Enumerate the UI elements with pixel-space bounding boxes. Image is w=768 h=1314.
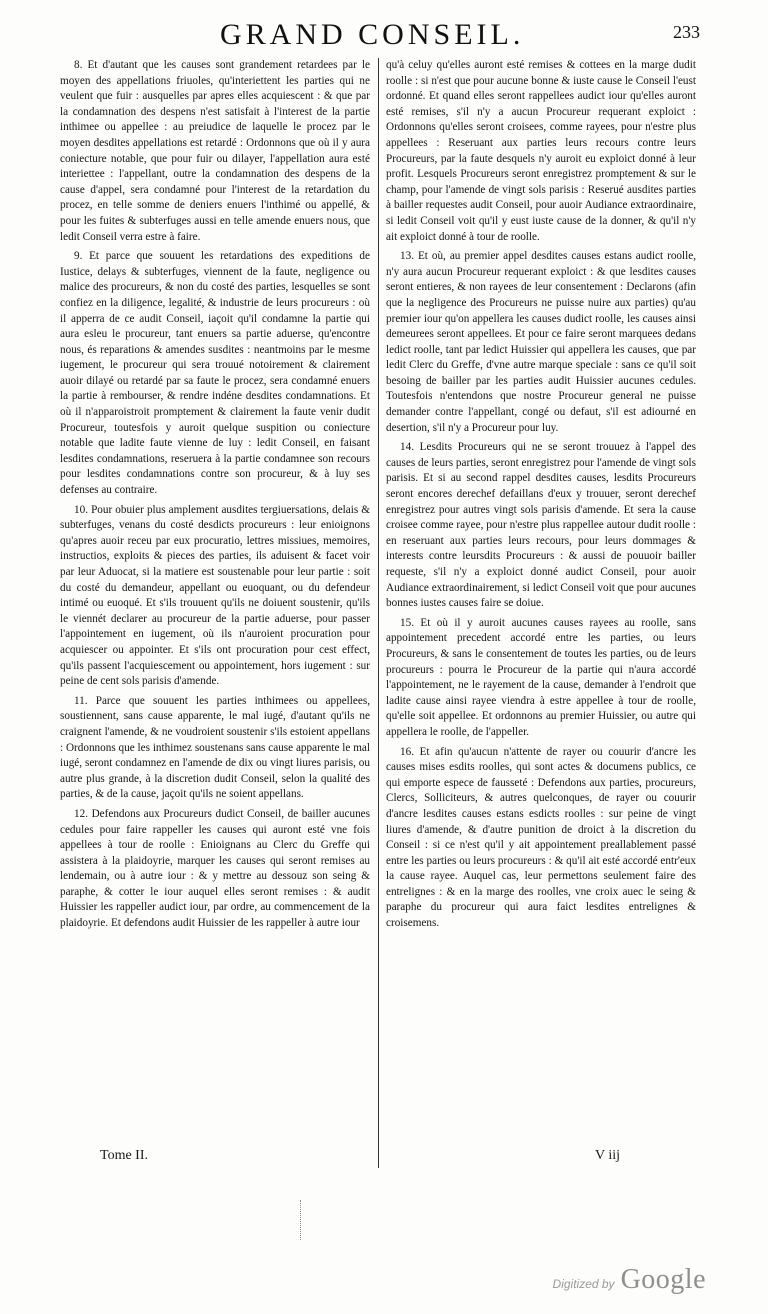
article-8: 8. Et d'autant que les causes sont grandement retardees par le moyen des appellations friuoles, qu'interiettent les parties qui ne veulent que fuir : ausquelles par apres elles acquiescent : & que par la condamnation des despens n'est satisfait à l'interest de la partie inthimee ou appellee : au preiudice de laquelle le procez par le moyen desdites appellations est retardé : Ordonnons que où il y aura coniecture notable, que pour fuir ou dilayer, l'appellation aura esté interiettee : l'appellant, outre la condamnation des despens de la cause d'appel, sera condamné pour l'interest de la retardation du procez, en telle somme de deniers enuers l'inthimé ou appellé, & pour les fuites & subterfuges aussi en telle amende enuers nous, que ledit Conseil verra estre à faire.: [60, 59, 370, 243]
article-13: 13. Et où, au premier appel desdites causes estans audict roolle, n'y aura aucun Procureur requerant exploict : & que lesdites causes seront entieres, & non rayees de leur consentement : Declarons (afin que la negligence des Procureurs ne puisse nuire aux parties) qu'au premier iour qu'on appellera les causes dudict roolle, les causes ainsi demeurees seront appellees. Et pour ce faire seront marquees dedans ledict roolle, tant par ledict Huissier qui appellera les causes, que par ledit Clerc du Greffe, d'vne autre marque speciale : sans ce qu'il soit besoing de bailler par les parties audit Huissier aucunes cedules. Toutesfois n'entendons que nostre Procureur general ne puisse demander contre l'appellant, congé ou defaut, s'il est adiourné en desertion, s'il n'y a Procureur pour luy.: [386, 250, 696, 434]
volume-label: Tome II.: [100, 1148, 149, 1163]
google-logo: Google: [620, 1264, 706, 1295]
article-11: 11. Parce que souuent les parties inthimees ou appellees, soustiennent, sans cause apparente, le mal iugé, d'autant qu'ils ne craignent l'amende, & ne voudroient soustenir s'ils estoient appellans : Ordonnons que les inthimez soustenans sans cause apparente le mal iugé, seront condamnez en l'amende de dix ou vingt liures parisis, ou autre plus grande, à la discretion dudit Conseil, selon la qualité des parties, & de la cause, jaçoit qu'ils ne soient appellans.: [60, 694, 370, 801]
article-12-continued: qu'à celuy qu'elles auront esté remises & cottees en la marge dudit roolle : si n'est que pour aucune bonne & iuste cause le Conseil l'eust ordonné. Et quand elles seront rappellees audict iour qu'elles auront esté remises, s'il n'y a aucun Procureur requerant exploict : Ordonnons qu'elles seront croisees, comme rayees, pour n'estre plus appellees : Reseruant aux parties leurs recours contre leurs Procureurs, par la faute desquels n'y auroit eu exploict donné à leur profit. Lesquels Procureurs seront enregistrez promptement & sur le champ, pour l'amende de vingt sols parisis : Reserué ausdites parties à bailler requestes audit Conseil, pour auoir Audiance extraordinaire, si ledit Conseil voit qu'il y eust iuste cause de la donner, & qu'il n'y ait exploict donné à tour de roolle.: [386, 59, 696, 243]
article-15: 15. Et où il y auroit aucunes causes rayees au roolle, sans appointement precedent accordé entre les parties, ou leurs Procureurs, & sans le consentement de toutes les parties, ou de leurs procureurs : pourra le Procureur de la partie qui n'aura accordé l'appointement, ne le rayement de la cause, demander à l'endroit que ladite cause ainsi rayee viendra à estre appellee à tour de roolle, qu'elle soit appellee. Et ordonnons au premier Huissier, ou autre qui appellera le roolle, de l'appeller.: [386, 616, 696, 738]
page-number: 233: [673, 22, 700, 42]
paper-specks: [300, 1200, 303, 1240]
page-header: [60, 12, 700, 52]
watermark-prefix: Digitized by: [552, 1277, 615, 1291]
article-12: 12. Defendons aux Procureurs dudict Conseil, de bailler aucunes cedules pour faire rappeller les causes qui auront esté vne fois appellees à tour de roolle : Enioignans au Clerc du Greffe qui assistera à la plaidoyrie, marquer les causes qui seront remises au lendemain, ou à autre iour : & y mettre au dessouz son seing & paraphe, & cotter le iour auquel elles seront remises : & audit Huissier les rappeller audict iour, par ordre, au commencement de la plaidoyrie. Et defendons audit Huissier de les rappeller à autre iour: [60, 807, 370, 930]
column-divider: [378, 58, 379, 1168]
article-9: 9. Et parce que souuent les retardations des expeditions de Iustice, delays & subterfuges, viennent de la faute, negligence ou malice des procureurs, & non du costé des parties, lesquelles se sont confiez en la diligence, legalité, & industrie de leurs procureurs : où il apperra de ce audit Conseil, iaçoit qu'il condamne la partie qui aura esleu le procureur, tant enuers sa partie aduerse, qu'encontre nous, és reparations & amendes susdites : neantmoins par le mesme iugement, le procureur qui sera trouué notoirement & clairement auoir dilayé ou retardé par sa faute le procez, sera condamné enuers la partie à rembourser, & rendre indéne desdites condamnations. Et où il n'apparoistroit promptement & clairement la faute venir dudit Procureur, toutesfois y auroit quelque suspition ou coniecture notable que ladite faute vienne de luy : ledit Conseil, en faisant lesdites condamnations, reseruera à la partie condamnee son recours pour lesdites condamnations contre son procureur, & à luy ses defenses au contraire.: [60, 250, 370, 497]
running-title: GRAND CONSEIL.: [220, 18, 525, 51]
digitized-watermark: [553, 1264, 706, 1296]
signature-mark: V iij: [595, 1148, 621, 1163]
left-column: [60, 58, 370, 936]
article-10: 10. Pour obuier plus amplement ausdites tergiuersations, delais & subterfuges, venans du costé desdicts procureurs : leur enioignons qu'apres auoir receu par eux procuratio, lettres missiues, memoires, instructios, exploits & pieces des parties, ils aduisent & facet voir par leur Aduocat, si la matiere est soustenable pour leur partie : soit du costé du demandeur, appellant ou euoquant, ou du defendeur intimé ou euoqué. Et s'ils trouuent qu'ils ne doiuent soustenir, qu'ils le viennét declarer au procureur de la partie aduerse, pour passer l'appointement en iugement, où ils n'auroient procuration pour acquiescer ou appointer. Et s'ils ont procuration pour cest effect, qu'ils passent l'acquiescement ou appointement, hors iugement : sur peine de cent sols parisis d'amende.: [60, 503, 370, 688]
right-column: [386, 58, 696, 936]
article-14: 14. Lesdits Procureurs qui ne se seront trouuez à l'appel des causes de leurs parties, seront enregistrez pour l'amende de vingt sols parisis. Et si au second rappel desdites causes, lesdits Procureurs seront encores derechef defaillans d'eux y trouuer, seront derechef enregistrez pour autres vingt sols parisis d'amende. Et sera la cause croisee comme rayee, pour n'estre plus rappellee autour dudit roolle : en reseruant aux parties leurs recours, pour leurs dommages & interests contre leursdits Procureurs : & aussi de pouuoir bailler requeste, s'il n'y a exploict donné audict Conseil, pour auoir Audiance extraordinairement, si ledict Conseil voit que pour aucunes bonnes iustes causes faire se doiue.: [386, 441, 696, 610]
article-16: 16. Et afin qu'aucun n'attente de rayer ou couurir d'ancre les causes mises esdits roolles, qui sont actes & documens publics, ce qui emporte espece de fausseté : Defendons aux parties, procureurs, Clercs, Solliciteurs, & autres quelconques, de rayer ou couurir d'ancre lesdites causes estans esdicts roolles : sur peine de vingt liures d'amende, & d'autre punition de droict à la discretion du Conseil : si ce n'est qu'il y ait appointement preallablement passé entre les parties ou leurs procureurs : & qu'il ait esté accordé entr'eux la cause rayee. Auquel cas, leur permettons seulement faire des entrelignes : & en la marge des roolles, vne croix auec le seing & paraphe du procureur qui aura faict lesdites entrelignes & croisemens.: [386, 745, 696, 930]
